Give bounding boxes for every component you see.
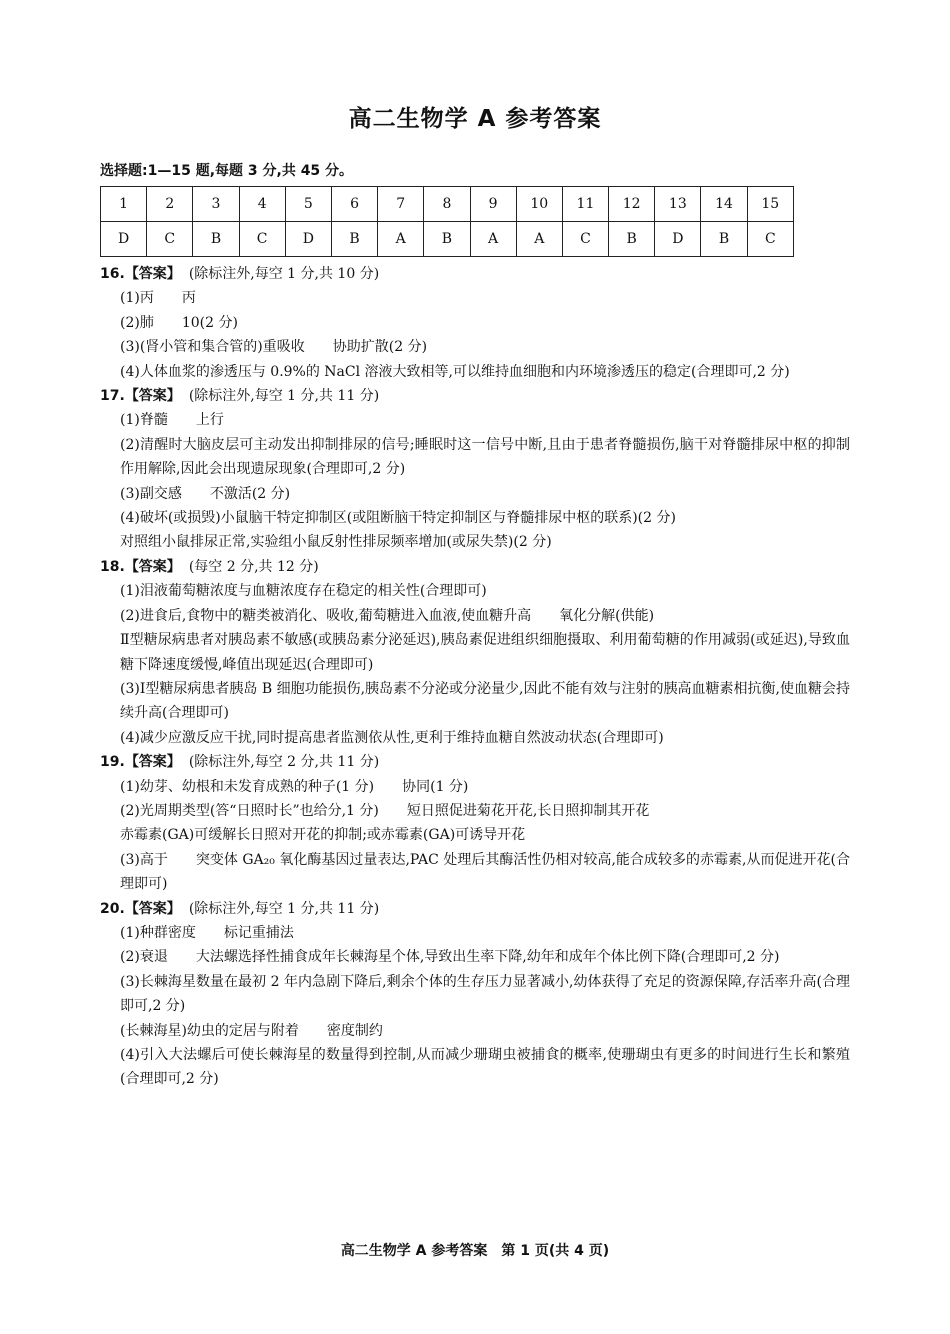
answer-line: (2)肺 10(2 分) bbox=[120, 314, 238, 331]
answer-line: (4)减少应激反应干扰,同时提高患者监测依从性,更利于维持血糖自然波动状态(合理即可) bbox=[120, 729, 664, 746]
question-number: 17. bbox=[100, 388, 125, 405]
question-number-cell: 8 bbox=[424, 187, 470, 222]
answer-cell: D bbox=[101, 222, 147, 257]
score-note: (除标注外,每空 1 分,共 11 分) bbox=[188, 388, 380, 405]
answer-cell: C bbox=[147, 222, 193, 257]
question-number: 19. bbox=[100, 754, 125, 771]
answer-cell: C bbox=[239, 222, 285, 257]
question-number-cell: 10 bbox=[516, 187, 562, 222]
question-19 bbox=[100, 750, 850, 896]
question-header bbox=[100, 384, 850, 408]
answer-cell: B bbox=[331, 222, 377, 257]
question-number-cell: 6 bbox=[331, 187, 377, 222]
answer-line: (3)Ⅰ型糖尿病患者胰岛 B 细胞功能损伤,胰岛素不分泌或分泌量少,因此不能有效与注射的胰高血糖素相抗衡,使血糖会持续升高(合理即可) bbox=[120, 680, 850, 722]
answer-cell: C bbox=[747, 222, 793, 257]
score-note: (除标注外,每空 1 分,共 11 分) bbox=[188, 900, 380, 917]
question-number-cell: 5 bbox=[285, 187, 331, 222]
answer-line: (1)种群密度 标记重捕法 bbox=[120, 924, 294, 941]
question-number: 16. bbox=[100, 266, 125, 282]
answer-cell: A bbox=[516, 222, 562, 257]
answer-line: 赤霉素(GA)可缓解长日照对开花的抑制;或赤霉素(GA)可诱导开花 bbox=[120, 827, 526, 844]
answer-cell: C bbox=[562, 222, 608, 257]
answer-line: (1)丙 丙 bbox=[120, 290, 196, 307]
answer-line: (4)引入大法螺后可使长棘海星的数量得到控制,从而减少珊瑚虫被捕食的概率,使珊瑚虫有更多的时间进行生长和繁殖(合理即可,2 分) bbox=[120, 1047, 850, 1088]
question-17 bbox=[100, 384, 850, 555]
question-number-cell: 4 bbox=[239, 187, 285, 222]
question-20 bbox=[100, 897, 850, 1092]
answer-cell: D bbox=[655, 222, 701, 257]
question-number-cell: 14 bbox=[701, 187, 747, 222]
answer-table-numbers-row bbox=[101, 187, 794, 222]
answer-cell: B bbox=[609, 222, 655, 257]
question-16 bbox=[100, 262, 850, 384]
question-header bbox=[100, 555, 850, 579]
question-number-cell: 3 bbox=[193, 187, 239, 222]
answer-table bbox=[100, 186, 794, 257]
answer-tag: 【答案】 bbox=[124, 266, 181, 282]
answer-line: (1)幼芽、幼根和未发育成熟的种子(1 分) 协同(1 分) bbox=[120, 778, 469, 795]
answer-cell: A bbox=[378, 222, 424, 257]
answer-line: (3)长棘海星数量在最初 2 年内急剧下降后,剩余个体的生存压力显著减小,幼体获得了充足的资源保障,存活率升高(合理即可,2 分) bbox=[120, 973, 850, 1015]
answer-line: (3)副交感 不激活(2 分) bbox=[120, 485, 291, 502]
answer-line: Ⅱ型糖尿病患者对胰岛素不敏感(或胰岛素分泌延迟),胰岛素促进组织细胞摄取、利用葡萄糖的作用减弱(或延迟),导致血糖下降速度缓慢,峰值出现延迟(合理即可) bbox=[120, 632, 850, 673]
question-number-cell: 11 bbox=[562, 187, 608, 222]
question-number-cell: 15 bbox=[747, 187, 793, 222]
page-footer: 高二生物学 A 参考答案 第 1 页(共 4 页) bbox=[340, 1243, 610, 1259]
answer-tag: 【答案】 bbox=[124, 388, 181, 405]
answer-line: (1)脊髓 上行 bbox=[120, 412, 224, 429]
question-number-cell: 7 bbox=[378, 187, 424, 222]
page-title: 高二生物学 A 参考答案 bbox=[348, 106, 602, 132]
question-number-cell: 13 bbox=[655, 187, 701, 222]
question-header bbox=[100, 262, 850, 286]
answer-cell: B bbox=[701, 222, 747, 257]
question-number: 18. bbox=[100, 558, 125, 575]
question-number-cell: 9 bbox=[470, 187, 516, 222]
multiple-choice-header: 选择题:1—15 题,每题 3 分,共 45 分。 bbox=[100, 163, 354, 179]
answer-line: (3)高于 突变体 GA₂₀ 氧化酶基因过量表达,PAC 处理后其酶活性仍相对较高,能合成较多的赤霉素,从而促进开花(合理即可) bbox=[120, 851, 850, 893]
answer-cell: D bbox=[285, 222, 331, 257]
answer-line: (4)人体血浆的渗透压与 0.9%的 NaCl 溶液大致相等,可以维持血细胞和内环境渗透压的稳定(合理即可,2 分) bbox=[120, 363, 790, 380]
answer-cell: A bbox=[470, 222, 516, 257]
answer-cell: B bbox=[193, 222, 239, 257]
answer-line: (2)清醒时大脑皮层可主动发出抑制排尿的信号;睡眠时这一信号中断,且由于患者脊髓损伤,脑干对脊髓排尿中枢的抑制作用解除,因此会出现遗尿现象(合理即可,2 分) bbox=[120, 436, 850, 478]
answer-line: (长棘海星)幼虫的定居与附着 密度制约 bbox=[120, 1022, 383, 1039]
score-note: (除标注外,每空 2 分,共 11 分) bbox=[188, 754, 380, 771]
answer-tag: 【答案】 bbox=[124, 558, 181, 575]
answer-tag: 【答案】 bbox=[124, 900, 181, 917]
question-number-cell: 12 bbox=[609, 187, 655, 222]
answer-tag: 【答案】 bbox=[124, 754, 181, 771]
answer-line: (1)泪液葡萄糖浓度与血糖浓度存在稳定的相关性(合理即可) bbox=[120, 583, 487, 600]
question-number-cell: 1 bbox=[101, 187, 147, 222]
answer-table-answers-row bbox=[101, 222, 794, 257]
answer-cell: B bbox=[424, 222, 470, 257]
answer-line: (3)(肾小管和集合管的)重吸收 协助扩散(2 分) bbox=[120, 339, 428, 356]
score-note: (除标注外,每空 1 分,共 10 分) bbox=[188, 266, 380, 282]
score-note: (每空 2 分,共 12 分) bbox=[188, 558, 319, 575]
question-18 bbox=[100, 555, 850, 750]
answer-line: (2)光周期类型(答“日照时长”也给分,1 分) 短日照促进菊花开花,长日照抑制其开花 bbox=[120, 802, 650, 819]
answer-content bbox=[100, 262, 850, 1092]
question-header bbox=[100, 897, 850, 921]
question-header bbox=[100, 750, 850, 774]
question-number-cell: 2 bbox=[147, 187, 193, 222]
answer-line: (2)进食后,食物中的糖类被消化、吸收,葡萄糖进入血液,使血糖升高 氧化分解(供能) bbox=[120, 607, 655, 624]
answer-line: 对照组小鼠排尿正常,实验组小鼠反射性排尿频率增加(或尿失禁)(2 分) bbox=[120, 534, 552, 551]
answer-line: (4)破坏(或损毁)小鼠脑干特定抑制区(或阻断脑干特定抑制区与脊髓排尿中枢的联系)(2 分) bbox=[120, 510, 676, 527]
answer-line: (2)衰退 大法螺选择性捕食成年长棘海星个体,导致出生率下降,幼年和成年个体比例下降(合理即可,2 分) bbox=[120, 949, 780, 966]
question-number: 20. bbox=[100, 900, 125, 917]
